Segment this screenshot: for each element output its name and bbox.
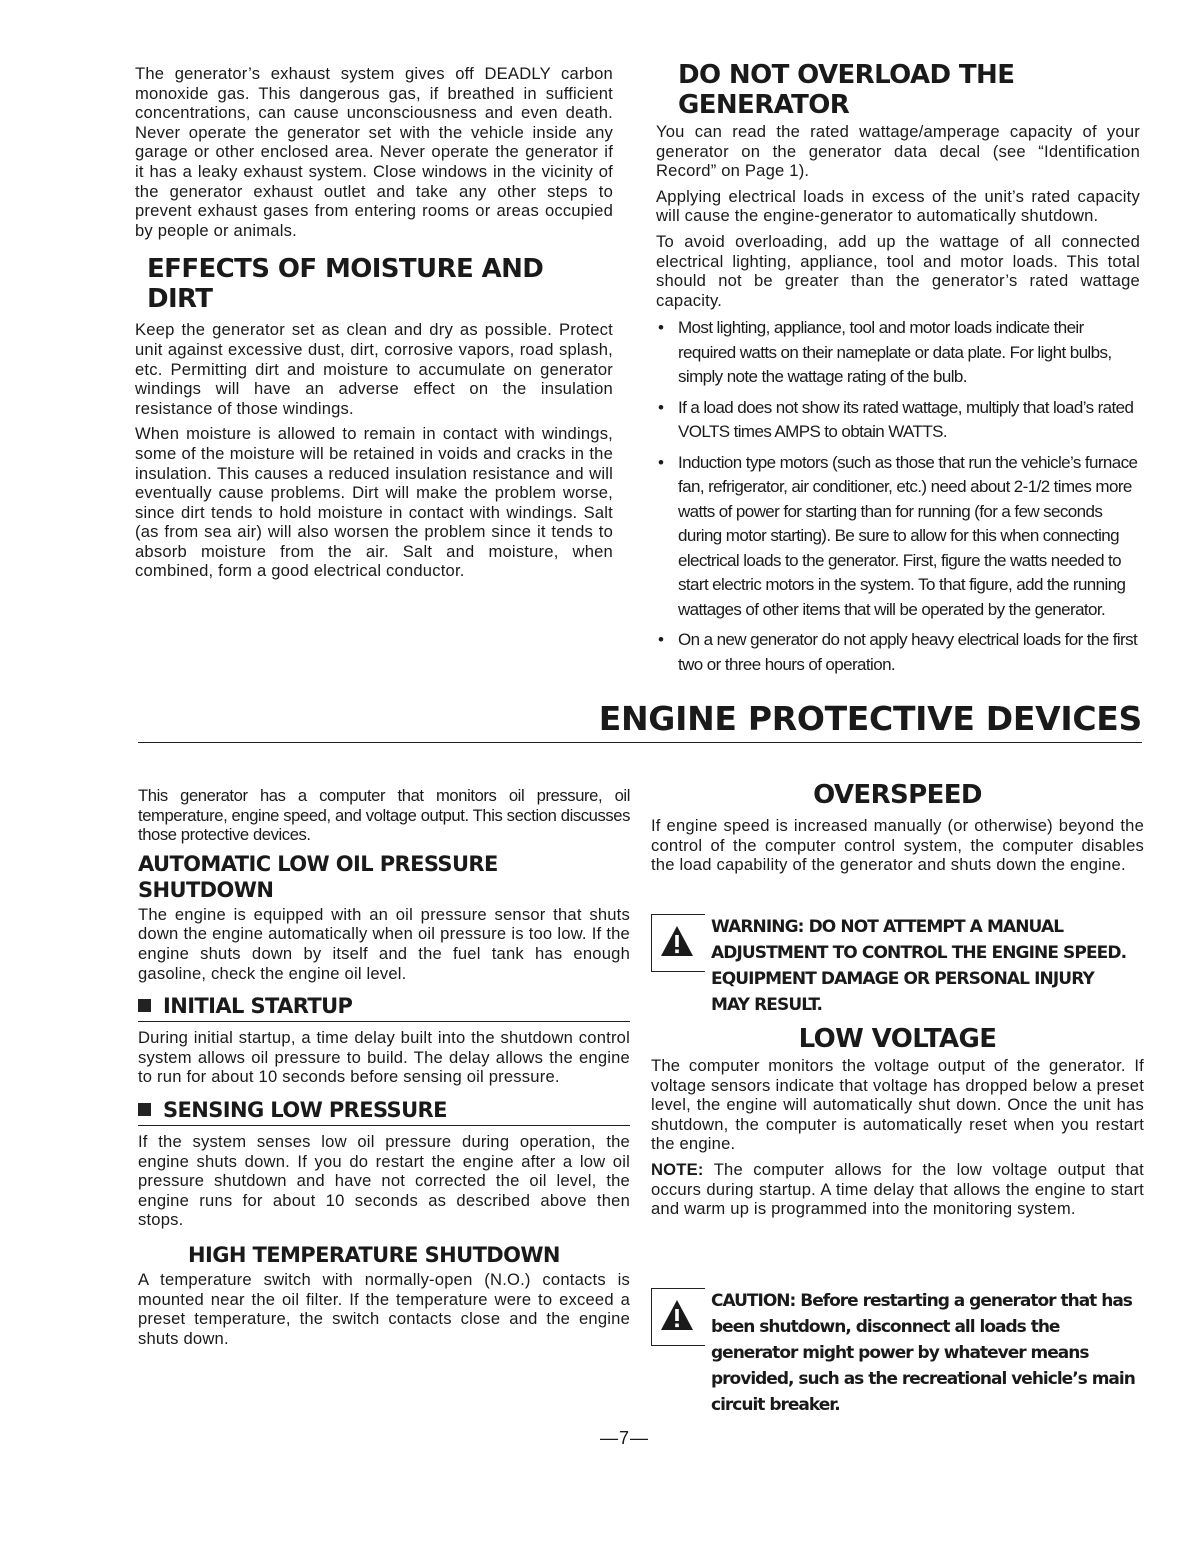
overload-heading: DO NOT OVERLOAD THE GENERATOR [678,60,1015,120]
note-paragraph [651,1160,1144,1219]
warning-text: WARNING: DO NOT ATTEMPT A MANUAL ADJUSTMENT TO CONTROL THE ENGINE SPEED. EQUIPMENT DAMAGE OR PERSONAL INJURY MAY RESULT. [711,917,1127,1015]
moisture-paragraph-2: When moisture is allowed to remain in contact with windings, some of the moisture will be retained in voids and cracks in the insulation. This causes a reduced insulation resistance and will eventually cause problems. Dirt will make the problem worse, since dirt tends to hold moisture in contact with windings. Salt (as from sea air) will also worsen the problem since it tends to absorb moisture from the air. Salt and moisture, when combined, form a good electrical conductor. [135,424,613,581]
bullet-icon: • [658,397,664,417]
list-item: • On a new generator do not apply heavy electrical loads for the first two or three hours of operation. [658,630,1138,674]
warning-triangle-icon [660,925,694,957]
bullet-icon: • [658,630,664,650]
square-bullet-icon [138,999,151,1012]
overload-paragraph-3: To avoid overloading, add up the wattage of all connected electrical lighting, appliance, tool and motor loads. This total should not be greater than the generator’s rated wattage capacity. [656,231,1140,310]
note-text: The computer allows for the low voltage output that occurs during startup. A time delay that allows the engine to start and warm up is programmed into the monitoring system. [651,1159,1144,1219]
sensing-pressure-text: If the system senses low oil pressure during operation, the engine shuts down. If you do restart the engine after a low oil pressure shutdown and have not corrected the oil level, the engine runs for about 10 seconds as described above then stops. [138,1131,630,1230]
caution-icon-box [651,1288,705,1346]
high-temperature-text: A temperature switch with normally-open (N.O.) contacts is mounted near the oil filter. If the temperature were to exceed a preset temperature, the switch contacts close and the engine shuts down. [138,1269,630,1348]
right-bottom-column [651,780,1144,1415]
low-voltage-section [651,1024,1144,1225]
low-voltage-heading: LOW VOLTAGE [798,1024,997,1054]
initial-startup-heading: INITIAL STARTUP [138,993,630,1022]
oil-pressure-heading: AUTOMATIC LOW OIL PRESSURE SHUTDOWN [138,851,498,902]
exhaust-warning-text: The generator’s exhaust system gives off DEADLY carbon monoxide gas. This dangerous gas, if breathed in sufficient concentrations, can cause unconsciousness and even death. Never operate the generator set with the vehicle inside any garage or other enclosed area. Never operate the generator if it has a leaky exhaust system. Close windows in the vicinity of the generator exhaust outlet and take any other steps to prevent exhaust gases from entering rooms or areas occupied by people or animals. [135,64,613,240]
moisture-paragraph-1: Keep the generator set as clean and dry as possible. Protect unit against excessive dust, dirt, corrosive vapors, road splash, etc. Permitting dirt and moisture to accumulate on generator windings will have an adverse effect on the insulation resistance of those windings. [135,320,613,418]
overload-paragraph-2: Applying electrical loads in excess of the unit’s rated capacity will cause the engine-generator to automatically shutdown. [656,186,1140,226]
list-item: • Induction type motors (such as those that run the vehicle’s furnace fan, refrigerator, air conditioner, etc.) need about 2-1/2 times more watts of power for starting than for running (for a few seconds during motor starting). Be sure to allow for this when connecting electrical loads to the generator. First, figure the watts needed to start electric motors in the system. To that figure, add the running wattages of other items that will be operated by the generator. [658,452,1138,619]
bullet-icon: • [658,318,664,338]
section-title: ENGINE PROTECTIVE DEVICES [598,699,1142,738]
page-number: —7— [600,1428,650,1448]
moisture-heading: EFFECTS OF MOISTURE AND DIRT [147,254,544,315]
overload-paragraph-1: You can read the rated wattage/amperage capacity of your generator on the generator data decal (see “Identification Record” on Page 1). [656,122,1140,181]
protective-intro-text: This generator has a computer that monitors oil pressure, oil temperature, engine speed, and voltage output. This section discusses those protective devices. [138,786,630,845]
square-bullet-icon [138,1103,151,1116]
overload-bullet-list [656,316,1140,677]
caution-box [651,1288,1144,1415]
list-item: • Most lighting, appliance, tool and motor loads indicate their required watts on their nameplate or data plate. For light bulbs, simply note the wattage rating of the bulb. [658,318,1112,387]
right-top-column [656,60,1140,683]
low-voltage-text: The computer monitors the voltage output of the generator. If voltage sensors indicate that voltage has dropped below a preset level, the engine will automatically shut down. Once the unit has shutdown, the computer is automatically reset when you restart the engine. [651,1056,1144,1154]
note-label: NOTE: [651,1159,704,1179]
section-divider [138,742,1142,743]
bullet-icon: • [658,452,664,472]
left-top-column [135,64,613,587]
warning-box [651,914,1144,1014]
caution-text: CAUTION: Before restarting a generator that has been shutdown, disconnect all loads the generator might power by whatever means provided, such as the recreational vehicle’s main circuit breaker. [711,1291,1135,1415]
high-temperature-heading: HIGH TEMPERATURE SHUTDOWN [188,1242,560,1267]
initial-startup-text: During initial startup, a time delay built into the shutdown control system allows oil pressure to build. The delay allows the engine to run for about 10 seconds before sensing oil pressure. [138,1028,630,1087]
warning-icon-box [651,914,705,972]
sensing-pressure-heading: SENSING LOW PRESSURE [138,1097,630,1126]
overspeed-heading: OVERSPEED [813,780,982,810]
list-item: • If a load does not show its rated wattage, multiply that load’s rated VOLTS times AMPS to obtain WATTS. [658,397,1134,442]
caution-triangle-icon [660,1299,694,1331]
overspeed-text: If engine speed is increased manually (or otherwise) beyond the control of the computer control system, the computer disables the load capability of the generator and shuts down the engine. [651,816,1144,875]
left-bottom-column [138,786,630,1354]
oil-pressure-text: The engine is equipped with an oil pressure sensor that shuts down the engine automatically when oil pressure is too low. If the engine shuts down by itself and the fuel tank has enough gasoline, check the engine oil level. [138,904,630,983]
